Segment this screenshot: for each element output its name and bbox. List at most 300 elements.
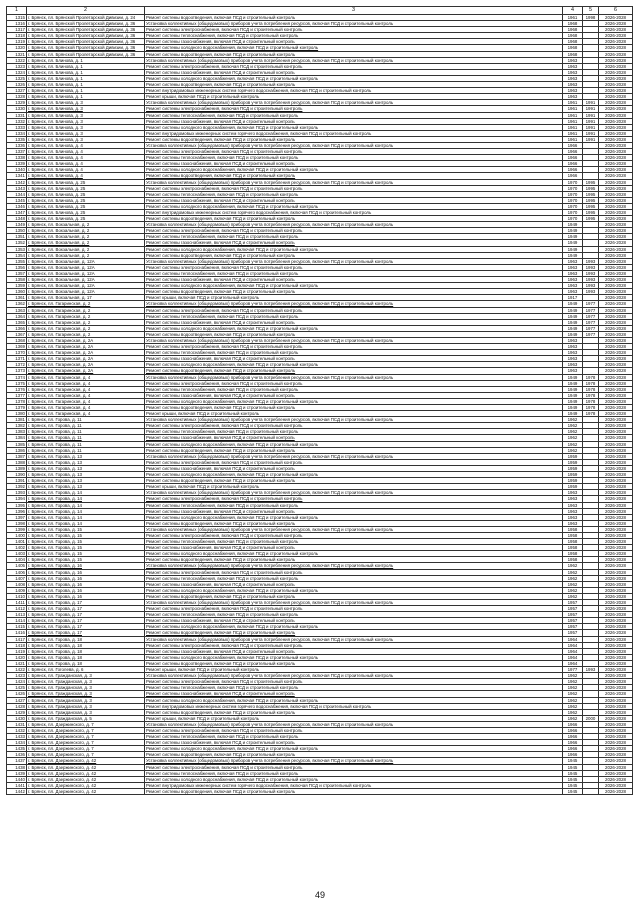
row-number: 1434: [7, 740, 27, 746]
work-type-cell: Ремонт системы теплоснабжения, включая ПСД и строительный контроль: [145, 191, 563, 197]
period-cell: 2026-2028: [599, 721, 633, 727]
row-number: 1375: [7, 380, 27, 386]
row-number: 1359: [7, 283, 27, 289]
year-built-cell: 1962: [563, 429, 583, 435]
period-cell: 2026-2028: [599, 453, 633, 459]
address-cell: г. Брянск, пл. Гражданская, д. 5: [27, 715, 145, 721]
row-number: 1374: [7, 374, 27, 380]
year-built-cell: 1970: [563, 210, 583, 216]
row-number: 1407: [7, 575, 27, 581]
year-built-cell: 1962: [563, 435, 583, 441]
work-type-cell: Установка коллективных (общедомовых) приборов учета потребления ресурсов, включая ПСД и строительный контроль: [145, 374, 563, 380]
work-type-cell: Ремонт системы электроснабжения, включая ПСД и строительный контроль: [145, 228, 563, 234]
period-cell: 2026-2028: [599, 270, 633, 276]
period-cell: 2026-2028: [599, 118, 633, 124]
period-cell: 2026-2028: [599, 368, 633, 374]
year-built-cell: 1963: [563, 82, 583, 88]
row-number: 1323: [7, 63, 27, 69]
address-cell: г. Брянск, пл. Блинова, д. 4: [27, 161, 145, 167]
period-cell: 2026-2028: [599, 289, 633, 295]
row-number: 1378: [7, 398, 27, 404]
work-type-cell: Ремонт системы газоснабжения, включая ПСД и строительный контроль: [145, 740, 563, 746]
year-reconstructed-cell: 1977: [583, 307, 599, 313]
year-reconstructed-cell: 1998: [583, 15, 599, 21]
year-built-cell: 1963: [563, 69, 583, 75]
period-cell: 2026-2028: [599, 69, 633, 75]
period-cell: 2026-2028: [599, 94, 633, 100]
address-cell: г. Брянск, пл. Горова, д. 11: [27, 447, 145, 453]
year-reconstructed-cell: 1991: [583, 124, 599, 130]
address-cell: г. Брянск, пл. Блинова, д. 25: [27, 185, 145, 191]
period-cell: 2026-2028: [599, 398, 633, 404]
row-number: 1341: [7, 173, 27, 179]
period-cell: 2026-2028: [599, 752, 633, 758]
page-number: 49: [314, 890, 325, 900]
address-cell: г. Брянск, пл. Блинова, д. 3: [27, 100, 145, 106]
period-cell: 2026-2028: [599, 374, 633, 380]
row-number: 1436: [7, 752, 27, 758]
address-cell: г. Брянск, пл. Горова, д. 18: [27, 648, 145, 654]
period-cell: 2026-2028: [599, 636, 633, 642]
work-type-cell: Ремонт системы электроснабжения, включая ПСД и строительный контроль: [145, 149, 563, 155]
period-cell: 2026-2028: [599, 770, 633, 776]
work-type-cell: Ремонт системы газоснабжения, включая ПСД и строительный контроль: [145, 118, 563, 124]
year-built-cell: 1966: [563, 721, 583, 727]
year-built-cell: 1966: [563, 167, 583, 173]
year-built-cell: 1970: [563, 185, 583, 191]
year-built-cell: 1963: [563, 490, 583, 496]
period-cell: 2026-2028: [599, 173, 633, 179]
year-built-cell: 1962: [563, 563, 583, 569]
address-cell: г. Брянск, пл. Гражданская, д. 3: [27, 697, 145, 703]
row-number: 1339: [7, 161, 27, 167]
address-cell: г. Брянск, пл. Гагаринская, д. 2А: [27, 337, 145, 343]
year-built-cell: 1968: [563, 27, 583, 33]
period-cell: 2026-2028: [599, 210, 633, 216]
year-built-cell: 1949: [563, 307, 583, 313]
address-cell: г. Брянск, пл. Гагаринская, д. 4: [27, 374, 145, 380]
address-cell: г. Брянск, пл. Дзержинского, д. 7: [27, 727, 145, 733]
address-cell: г. Брянск, пл. Брянской Пролетарской Дивизии, д. 36: [27, 27, 145, 33]
period-cell: 2026-2028: [599, 563, 633, 569]
row-number: 1380: [7, 411, 27, 417]
work-type-cell: Ремонт внутридомовых инженерных систем горячего водоснабжения, включая ПСД и строительный контроль: [145, 88, 563, 94]
year-built-cell: 1962: [563, 685, 583, 691]
year-reconstructed-cell: 1993: [583, 264, 599, 270]
year-built-cell: 1949: [563, 319, 583, 325]
period-cell: 2026-2028: [599, 386, 633, 392]
address-cell: г. Брянск, пл. Дзержинского, д. 7: [27, 721, 145, 727]
work-type-cell: Ремонт крыши, включая ПСД и строительный контроль: [145, 411, 563, 417]
address-cell: г. Брянск, пл. Вокзальная, д. 12А: [27, 289, 145, 295]
row-number: 1365: [7, 319, 27, 325]
year-built-cell: 1949: [563, 392, 583, 398]
address-cell: г. Брянск, пл. Гагаринская, д. 2: [27, 331, 145, 337]
work-type-cell: Ремонт системы газоснабжения, включая ПСД и строительный контроль: [145, 161, 563, 167]
period-cell: 2026-2028: [599, 51, 633, 57]
row-number: 1322: [7, 57, 27, 63]
year-built-cell: 1963: [563, 520, 583, 526]
year-built-cell: 1966: [563, 149, 583, 155]
row-number: 1372: [7, 362, 27, 368]
row-number: 1340: [7, 167, 27, 173]
work-type-cell: Ремонт системы теплоснабжения, включая ПСД и строительный контроль: [145, 612, 563, 618]
year-reconstructed-cell: 1995: [583, 203, 599, 209]
year-built-cell: 1949: [563, 398, 583, 404]
period-cell: 2026-2028: [599, 82, 633, 88]
year-built-cell: 1966: [563, 173, 583, 179]
period-cell: 2026-2028: [599, 642, 633, 648]
address-cell: г. Брянск, пл. Блинова, д. 25: [27, 216, 145, 222]
year-built-cell: 1949: [563, 374, 583, 380]
row-number: 1426: [7, 691, 27, 697]
year-built-cell: 1966: [563, 734, 583, 740]
address-cell: г. Брянск, пл. Гагаринская, д. 4: [27, 398, 145, 404]
year-built-cell: 1958: [563, 526, 583, 532]
work-type-cell: Ремонт системы электроснабжения, включая ПСД и строительный контроль: [145, 606, 563, 612]
period-cell: 2026-2028: [599, 222, 633, 228]
address-cell: г. Брянск, пл. Горова, д. 18: [27, 654, 145, 660]
period-cell: 2026-2028: [599, 526, 633, 532]
work-type-cell: Ремонт системы холодного водоснабжения, включая ПСД и строительный контроль: [145, 167, 563, 173]
period-cell: 2026-2028: [599, 508, 633, 514]
year-built-cell: 1964: [563, 648, 583, 654]
row-number: 1324: [7, 69, 27, 75]
year-built-cell: 1964: [563, 642, 583, 648]
address-cell: г. Брянск, пл. Дзержинского, д. 42: [27, 764, 145, 770]
year-built-cell: 1962: [563, 417, 583, 423]
year-built-cell: 1962: [563, 423, 583, 429]
year-built-cell: 1961: [563, 15, 583, 21]
address-cell: г. Брянск, пл. Гагаринская, д. 4: [27, 380, 145, 386]
row-number: 1354: [7, 252, 27, 258]
year-built-cell: 1949: [563, 405, 583, 411]
period-cell: 2026-2028: [599, 337, 633, 343]
row-number: 1410: [7, 593, 27, 599]
row-number: 1398: [7, 520, 27, 526]
row-number: 1315: [7, 15, 27, 21]
work-type-cell: Ремонт системы газоснабжения, включая ПСД и строительный контроль: [145, 648, 563, 654]
year-built-cell: 1959: [563, 484, 583, 490]
address-cell: г. Брянск, пл. Вокзальная, д. 2: [27, 246, 145, 252]
year-built-cell: 1970: [563, 216, 583, 222]
address-cell: г. Брянск, пл. Горова, д. 13: [27, 478, 145, 484]
address-cell: г. Брянск, пл. Вокзальная, д. 2: [27, 252, 145, 258]
work-type-cell: Ремонт системы холодного водоснабжения, включая ПСД и строительный контроль: [145, 514, 563, 520]
period-cell: 2026-2028: [599, 197, 633, 203]
period-cell: 2026-2028: [599, 435, 633, 441]
work-type-cell: Установка коллективных (общедомовых) приборов учета потребления ресурсов, включая ПСД и строительный контроль: [145, 636, 563, 642]
row-number: 1337: [7, 149, 27, 155]
address-cell: г. Брянск, пл. Вокзальная, д. 12А: [27, 264, 145, 270]
row-number: 1343: [7, 185, 27, 191]
period-cell: 2026-2028: [599, 45, 633, 51]
row-number: 1327: [7, 88, 27, 94]
work-type-cell: Ремонт системы водоотведения, включая ПСД и строительный контроль: [145, 520, 563, 526]
address-cell: г. Брянск, пл. Горова, д. 17: [27, 606, 145, 612]
work-type-cell: Ремонт системы холодного водоснабжения, включая ПСД и строительный контроль: [145, 551, 563, 557]
column-number-row: [7, 7, 633, 15]
table-row: [7, 788, 633, 794]
work-type-cell: Ремонт системы водоотведения, включая ПСД и строительный контроль: [145, 788, 563, 794]
row-number: 1438: [7, 764, 27, 770]
year-built-cell: 1957: [563, 618, 583, 624]
row-number: 1329: [7, 100, 27, 106]
period-cell: 2026-2028: [599, 191, 633, 197]
year-built-cell: 1962: [563, 691, 583, 697]
period-cell: 2026-2028: [599, 130, 633, 136]
period-cell: 2026-2028: [599, 106, 633, 112]
row-number: 1399: [7, 526, 27, 532]
address-cell: г. Брянск, пл. Гражданская, д. 3: [27, 703, 145, 709]
address-cell: г. Брянск, пл. Вокзальная, д. 2: [27, 234, 145, 240]
work-type-cell: Установка коллективных (общедомовых) приборов учета потребления ресурсов, включая ПСД и строительный контроль: [145, 600, 563, 606]
address-cell: г. Брянск, пл. Горова, д. 14: [27, 508, 145, 514]
row-number: 1414: [7, 618, 27, 624]
year-built-cell: 1945: [563, 764, 583, 770]
work-type-cell: Ремонт крыши, включая ПСД и строительный контроль: [145, 715, 563, 721]
year-built-cell: 1961: [563, 106, 583, 112]
address-cell: г. Брянск, пл. Горова, д. 16: [27, 563, 145, 569]
work-type-cell: Ремонт системы электроснабжения, включая ПСД и строительный контроль: [145, 106, 563, 112]
year-built-cell: 1949: [563, 386, 583, 392]
year-reconstructed-cell: 1993: [583, 258, 599, 264]
address-cell: г. Брянск, пл. Горова, д. 17: [27, 600, 145, 606]
period-cell: 2026-2028: [599, 654, 633, 660]
row-number: 1440: [7, 776, 27, 782]
row-number: 1427: [7, 697, 27, 703]
year-built-cell: 1963: [563, 508, 583, 514]
work-type-cell: Ремонт системы теплоснабжения, включая ПСД и строительный контроль: [145, 502, 563, 508]
period-cell: 2026-2028: [599, 502, 633, 508]
address-cell: г. Брянск, пл. Дзержинского, д. 42: [27, 776, 145, 782]
work-type-cell: Ремонт системы электроснабжения, включая ПСД и строительный контроль: [145, 764, 563, 770]
address-cell: г. Брянск, пл. Горова, д. 13: [27, 465, 145, 471]
period-cell: 2026-2028: [599, 258, 633, 264]
period-cell: 2026-2028: [599, 459, 633, 465]
work-type-cell: Ремонт системы водоотведения, включая ПСД и строительный контроль: [145, 478, 563, 484]
period-cell: 2026-2028: [599, 709, 633, 715]
address-cell: г. Брянск, пл. Брянской Пролетарской Дивизии, д. 36: [27, 51, 145, 57]
row-number: 1350: [7, 228, 27, 234]
row-number: 1422: [7, 667, 27, 673]
period-cell: 2026-2028: [599, 746, 633, 752]
period-cell: 2026-2028: [599, 618, 633, 624]
year-reconstructed-cell: 1993: [583, 289, 599, 295]
period-cell: 2026-2028: [599, 612, 633, 618]
period-cell: 2026-2028: [599, 660, 633, 666]
period-cell: 2026-2028: [599, 600, 633, 606]
period-cell: 2026-2028: [599, 88, 633, 94]
row-number: 1383: [7, 429, 27, 435]
work-type-cell: Ремонт системы электроснабжения, включая ПСД и строительный контроль: [145, 380, 563, 386]
address-cell: г. Брянск, пл. Гагаринская, д. 2А: [27, 344, 145, 350]
work-type-cell: Ремонт системы газоснабжения, включая ПСД и строительный контроль: [145, 39, 563, 45]
year-reconstructed-cell: 1995: [583, 191, 599, 197]
work-type-cell: Ремонт системы газоснабжения, включая ПСД и строительный контроль: [145, 319, 563, 325]
year-reconstructed-cell: 1993: [583, 667, 599, 673]
period-cell: 2026-2028: [599, 447, 633, 453]
year-built-cell: 1963: [563, 264, 583, 270]
document-sheet: [6, 6, 632, 795]
work-type-cell: Установка коллективных (общедомовых) приборов учета потребления ресурсов, включая ПСД и строительный контроль: [145, 337, 563, 343]
work-type-cell: Ремонт системы газоснабжения, включая ПСД и строительный контроль: [145, 69, 563, 75]
address-cell: г. Брянск, пл. Блинова, д. 4: [27, 149, 145, 155]
row-number: 1415: [7, 624, 27, 630]
address-cell: г. Брянск, пл. Дзержинского, д. 42: [27, 788, 145, 794]
work-type-cell: Установка коллективных (общедомовых) приборов учета потребления ресурсов, включая ПСД и строительный контроль: [145, 21, 563, 27]
period-cell: 2026-2028: [599, 679, 633, 685]
year-built-cell: 1949: [563, 246, 583, 252]
row-number: 1360: [7, 289, 27, 295]
year-built-cell: 1962: [563, 587, 583, 593]
address-cell: г. Брянск, пл. Блинова, д. 3: [27, 112, 145, 118]
year-built-cell: 1949: [563, 234, 583, 240]
year-built-cell: 1957: [563, 600, 583, 606]
year-built-cell: 1963: [563, 88, 583, 94]
year-reconstructed-cell: 1977: [583, 319, 599, 325]
row-number: 1370: [7, 350, 27, 356]
row-number: 1390: [7, 472, 27, 478]
address-cell: г. Брянск, пл. Дзержинского, д. 7: [27, 740, 145, 746]
year-built-cell: 1963: [563, 75, 583, 81]
year-built-cell: 1959: [563, 453, 583, 459]
address-cell: г. Брянск, пл. Горова, д. 17: [27, 618, 145, 624]
period-cell: 2026-2028: [599, 734, 633, 740]
year-built-cell: 1963: [563, 514, 583, 520]
work-type-cell: Установка коллективных (общедомовых) приборов учета потребления ресурсов, включая ПСД и строительный контроль: [145, 142, 563, 148]
row-number: 1405: [7, 563, 27, 569]
address-cell: г. Брянск, пл. Горова, д. 15: [27, 539, 145, 545]
year-built-cell: 1963: [563, 350, 583, 356]
address-cell: г. Брянск, пл. Горова, д. 11: [27, 429, 145, 435]
year-built-cell: 1963: [563, 502, 583, 508]
address-cell: г. Брянск, пл. Дзержинского, д. 7: [27, 752, 145, 758]
work-type-cell: Ремонт системы теплоснабжения, включая ПСД и строительный контроль: [145, 429, 563, 435]
period-cell: 2026-2028: [599, 405, 633, 411]
period-cell: 2026-2028: [599, 624, 633, 630]
year-built-cell: 1945: [563, 776, 583, 782]
row-number: 1395: [7, 502, 27, 508]
year-built-cell: 1968: [563, 33, 583, 39]
period-cell: 2026-2028: [599, 441, 633, 447]
row-number: 1430: [7, 715, 27, 721]
period-cell: 2026-2028: [599, 782, 633, 788]
year-reconstructed-cell: 1991: [583, 136, 599, 142]
work-type-cell: Ремонт системы теплоснабжения, включая ПСД и строительный контроль: [145, 685, 563, 691]
work-type-cell: Ремонт крыши, включая ПСД и строительный контроль: [145, 94, 563, 100]
year-built-cell: 1970: [563, 191, 583, 197]
work-type-cell: Установка коллективных (общедомовых) приборов учета потребления ресурсов, включая ПСД и строительный контроль: [145, 721, 563, 727]
year-reconstructed-cell: 2000: [583, 715, 599, 721]
work-type-cell: Ремонт системы электроснабжения, включая ПСД и строительный контроль: [145, 423, 563, 429]
address-cell: г. Брянск, пл. Горова, д. 18: [27, 636, 145, 642]
row-number: 1421: [7, 660, 27, 666]
work-type-cell: Установка коллективных (общедомовых) приборов учета потребления ресурсов, включая ПСД и строительный контроль: [145, 222, 563, 228]
row-number: 1318: [7, 33, 27, 39]
row-number: 1412: [7, 606, 27, 612]
address-cell: г. Брянск, пл. Вокзальная, д. 12А: [27, 258, 145, 264]
row-number: 1317: [7, 27, 27, 33]
work-type-cell: Ремонт системы теплоснабжения, включая ПСД и строительный контроль: [145, 155, 563, 161]
work-type-cell: Установка коллективных (общедомовых) приборов учета потребления ресурсов, включая ПСД и строительный контроль: [145, 100, 563, 106]
period-cell: 2026-2028: [599, 246, 633, 252]
work-type-cell: Ремонт системы газоснабжения, включая ПСД и строительный контроль: [145, 545, 563, 551]
address-cell: г. Брянск, пл. Горова, д. 14: [27, 520, 145, 526]
year-reconstructed-cell: 1991: [583, 118, 599, 124]
row-number: 1357: [7, 270, 27, 276]
row-number: 1371: [7, 356, 27, 362]
year-reconstructed-cell: 1995: [583, 210, 599, 216]
period-cell: 2026-2028: [599, 179, 633, 185]
work-type-cell: Ремонт системы водоотведения, включая ПСД и строительный контроль: [145, 252, 563, 258]
period-cell: 2026-2028: [599, 411, 633, 417]
row-number: 1325: [7, 75, 27, 81]
address-cell: г. Брянск, пл. Блинова, д. 4: [27, 155, 145, 161]
year-built-cell: 1957: [563, 630, 583, 636]
period-cell: 2026-2028: [599, 788, 633, 794]
work-type-cell: Установка коллективных (общедомовых) приборов учета потребления ресурсов, включая ПСД и строительный контроль: [145, 563, 563, 569]
address-cell: г. Брянск, пл. Горова, д. 11: [27, 441, 145, 447]
row-number: 1429: [7, 709, 27, 715]
address-cell: г. Брянск, пл. Блинова, д. 1: [27, 88, 145, 94]
row-number: 1369: [7, 344, 27, 350]
address-cell: г. Брянск, пл. Гражданская, д. 3: [27, 673, 145, 679]
work-type-cell: Ремонт системы электроснабжения, включая ПСД и строительный контроль: [145, 459, 563, 465]
period-cell: 2026-2028: [599, 161, 633, 167]
row-number: 1419: [7, 648, 27, 654]
work-type-cell: Ремонт внутридомовых инженерных систем горячего водоснабжения, включая ПСД и строительный контроль: [145, 703, 563, 709]
year-built-cell: 1970: [563, 203, 583, 209]
period-cell: 2026-2028: [599, 496, 633, 502]
year-reconstructed-cell: 1991: [583, 130, 599, 136]
year-built-cell: 1958: [563, 532, 583, 538]
year-built-cell: 1962: [563, 593, 583, 599]
address-cell: г. Брянск, пл. Горова, д. 17: [27, 624, 145, 630]
period-cell: 2026-2028: [599, 301, 633, 307]
period-cell: 2026-2028: [599, 63, 633, 69]
row-number: 1328: [7, 94, 27, 100]
address-cell: г. Брянск, пл. Дзержинского, д. 7: [27, 734, 145, 740]
address-cell: г. Брянск, пл. Блинова, д. 4: [27, 167, 145, 173]
work-type-cell: Ремонт системы водоотведения, включая ПСД и строительный контроль: [145, 752, 563, 758]
year-built-cell: 1968: [563, 21, 583, 27]
address-cell: г. Брянск, пл. Блинова, д. 3: [27, 106, 145, 112]
row-number: 1342: [7, 179, 27, 185]
work-type-cell: Ремонт системы водоотведения, включая ПСД и строительный контроль: [145, 51, 563, 57]
year-built-cell: 1949: [563, 313, 583, 319]
work-type-cell: Ремонт системы электроснабжения, включая ПСД и строительный контроль: [145, 532, 563, 538]
work-type-cell: Ремонт системы теплоснабжения, включая ПСД и строительный контроль: [145, 734, 563, 740]
row-number: 1413: [7, 612, 27, 618]
row-number: 1418: [7, 642, 27, 648]
row-number: 1442: [7, 788, 27, 794]
row-number: 1400: [7, 532, 27, 538]
row-number: 1432: [7, 727, 27, 733]
year-built-cell: 1963: [563, 289, 583, 295]
row-number: 1433: [7, 734, 27, 740]
row-number: 1417: [7, 636, 27, 642]
work-type-cell: Установка коллективных (общедомовых) приборов учета потребления ресурсов, включая ПСД и строительный контроль: [145, 179, 563, 185]
row-number: 1347: [7, 210, 27, 216]
address-cell: г. Брянск, пл. Гагаринская, д. 2: [27, 313, 145, 319]
column-header: 2: [27, 7, 145, 15]
work-type-cell: Ремонт внутридомовых инженерных систем горячего водоснабжения, включая ПСД и строительный контроль: [145, 782, 563, 788]
period-cell: 2026-2028: [599, 764, 633, 770]
row-number: 1335: [7, 136, 27, 142]
address-cell: г. Брянск, пл. Гагаринская, д. 4: [27, 405, 145, 411]
period-cell: 2026-2028: [599, 587, 633, 593]
